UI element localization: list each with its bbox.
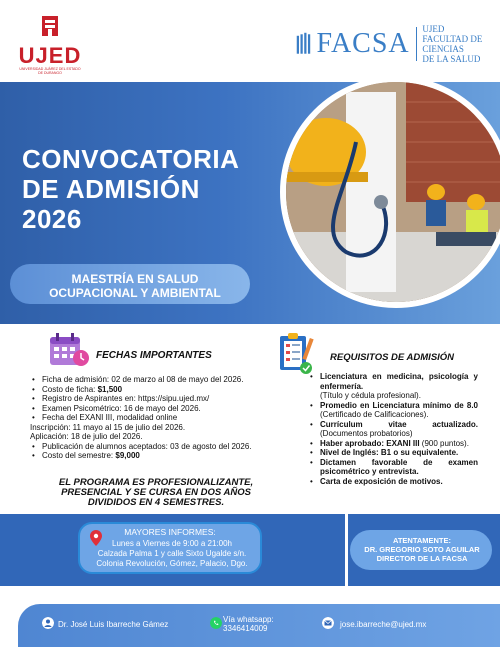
atentamente-label: ATENTAMENTE:: [392, 536, 452, 545]
contact-name: Dr. José Luis Ibarreche Gámez: [58, 620, 169, 629]
facsa-tagline-line: UJED: [422, 24, 445, 34]
email-icon: [322, 617, 334, 629]
informes-colony: Colonia Revolución, Gómez, Palacio, Dgo.: [96, 559, 248, 568]
email-link[interactable]: jose.ibarreche@ujed.mx: [340, 620, 427, 629]
informes-hours: Lunes a Viernes de 9:00 a 21:00h: [112, 539, 232, 548]
whatsapp-label: Vía whatsapp:: [223, 615, 274, 624]
fechas-list: [30, 375, 274, 461]
item-bold: Nivel de Inglés: B1 o su equivalente.: [320, 448, 459, 457]
facsa-emblem-icon: [296, 29, 312, 59]
item-text: Costo del semestre:: [42, 451, 116, 460]
user-icon: [42, 617, 54, 629]
price: $9,000: [115, 451, 140, 460]
list-item: Aplicación: 18 de julio del 2026.: [30, 432, 143, 441]
title-line: 2026: [22, 204, 82, 234]
informes-title: MAYORES INFORMES:: [124, 527, 216, 537]
item-bold: Carta de exposición de motivos.: [320, 476, 443, 486]
item-bold: Promedio en Licenciatura mínimo de 8.0: [320, 400, 478, 410]
facsa-tagline-line: FACULTAD DE CIENCIAS: [422, 34, 483, 54]
program-note-line: DIVIDIDOS EN 4 SEMESTRES.: [87, 497, 225, 508]
whatsapp-icon[interactable]: [210, 617, 222, 629]
list-item: [30, 451, 274, 461]
page-title: [22, 144, 239, 234]
program-note-line: PRESENCIAL Y SE CURSA EN DOS AÑOS: [61, 487, 251, 498]
facsa-divider: [416, 27, 417, 61]
atentamente-text: [352, 536, 492, 563]
program-name-line: OCUPACIONAL Y AMBIENTAL: [49, 286, 221, 300]
list-item: • Fecha del EXANI III, modalidad online: [30, 413, 274, 423]
item-text: Costo de ficha:: [42, 384, 98, 394]
list-item: • Registro de Aspirantes en: https://sipu.ujed.mx/: [30, 394, 274, 404]
requisitos-title: REQUISITOS DE ADMISIÓN: [330, 352, 455, 363]
item-bold: Dictamen favorable de examen psicométrico y entrevista.: [320, 457, 478, 476]
whatsapp-number[interactable]: 3346414009: [223, 624, 268, 633]
facsa-logo: [296, 24, 500, 64]
item-bold: Haber aprobado: EXANI III: [320, 438, 420, 448]
director-title: DIRECTOR DE LA FACSA: [376, 554, 468, 563]
facsa-logo-text: FACSA: [316, 28, 410, 59]
list-item: [308, 458, 478, 477]
title-line: CONVOCATORIA: [22, 144, 240, 174]
informes-address: Calzada Palma 1 y calle Sixto Ugalde s/n.: [97, 549, 247, 558]
program-note: [56, 478, 256, 508]
ujed-seal-icon: [37, 14, 63, 40]
program-name-line: MAESTRÍA EN SALUD: [71, 272, 199, 286]
band-divider: [345, 514, 348, 586]
facsa-tagline: [422, 24, 500, 64]
calendar-icon: [48, 332, 90, 368]
director-name: DR. GREGORIO SOTO AGUILAR: [364, 545, 480, 554]
item-bold: Currículum vitae actualizado.: [320, 419, 478, 429]
list-item: • Ficha de admisión: 02 de marzo al 08 de mayo del 2026.: [30, 375, 274, 385]
ujed-logo-sub: UNIVERSIDAD JUÁREZ DEL ESTADO DE DURANGO: [19, 67, 81, 75]
item-text: (Certificado de Calificaciones).: [320, 410, 429, 419]
checklist-icon: [276, 332, 316, 376]
list-item: • Examen Psicométrico: 16 de mayo del 2026.: [30, 404, 274, 414]
facsa-tagline-line: DE LA SALUD: [422, 54, 481, 64]
ujed-logo-text: UJED: [18, 43, 82, 68]
title-line: DE ADMISIÓN: [22, 174, 200, 204]
list-item: • Publicación de alumnos aceptados: 03 de agosto del 2026.: [30, 442, 274, 452]
list-item: (Título y cédula profesional).: [320, 391, 421, 400]
list-item: [30, 385, 274, 395]
hero-banner: [0, 82, 500, 324]
price: $1,500: [97, 384, 123, 394]
fechas-title: FECHAS IMPORTANTES: [96, 350, 212, 361]
list-item: Inscripción: 11 mayo al 15 de julio del 2026.: [30, 422, 186, 432]
item-text: (Documentos probatorios): [320, 429, 413, 438]
program-name: [20, 272, 250, 300]
list-item: [308, 477, 478, 487]
item-bold: Licenciatura en medicina, psicología y enfermería.: [320, 372, 478, 391]
requisitos-list: [308, 372, 478, 486]
ujed-logo: [18, 14, 82, 75]
list-item: [308, 439, 478, 449]
list-item: [308, 420, 478, 439]
program-note-line: EL PROGRAMA ES PROFESIONALIZANTE,: [58, 477, 254, 488]
item-text: (900 puntos).: [419, 438, 469, 448]
list-item: [308, 448, 478, 458]
list-item: [308, 372, 478, 391]
occupational-safety-photo: [286, 82, 500, 302]
list-item: [308, 401, 478, 420]
